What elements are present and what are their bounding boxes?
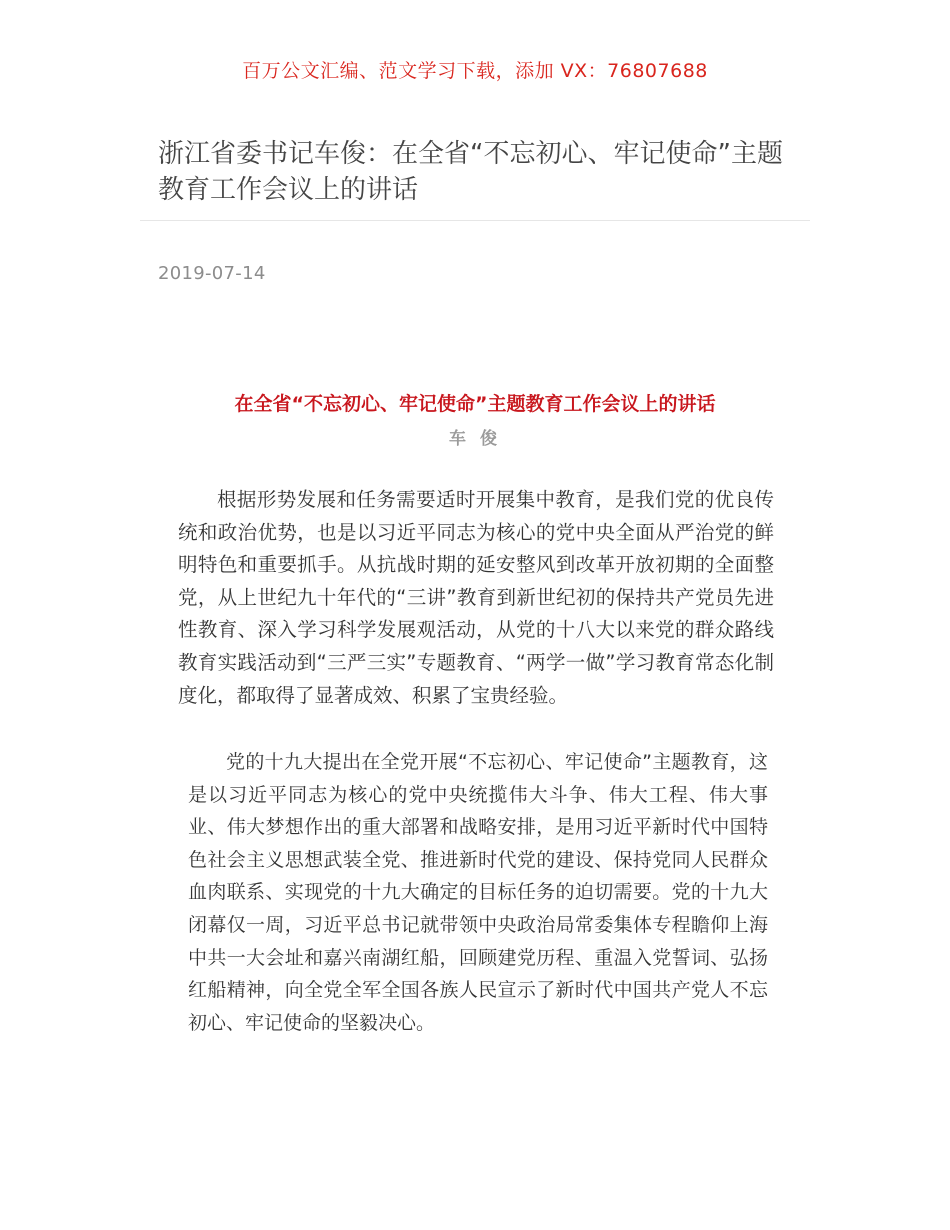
speech-title: 在全省“不忘初心、牢记使命”主题教育工作会议上的讲话 [234,393,716,415]
title-divider [140,220,810,221]
promo-banner: 百万公文汇编、范文学习下载，添加 VX：76807688 [242,60,708,82]
body-paragraph-1: 根据形势发展和任务需要适时开展集中教育，是我们党的优良传统和政治优势，也是以习近平同志为核心的党中央全面从严治党的鲜明特色和重要抓手。从抗战时期的延安整风到改革开放初期的全面整党，从上世纪九十年代的“三讲”教育到新世纪初的保持共产党员先进性教育、深入学习科学发展观活动，从党的十八大以来党的群众路线教育实践活动到“三严三实”专题教育、“两学一做”学习教育常态化制度化，都取得了显著成效、积累了宝贵经验。 [178,488,774,707]
publish-date: 2019-07-14 [158,263,266,284]
speech-author: 车 俊 [449,429,501,449]
article-title: 浙江省委书记车俊：在全省“不忘初心、牢记使命”主题教育工作会议上的讲话 [158,139,783,205]
body-paragraph-2: 党的十九大提出在全党开展“不忘初心、牢记使命”主题教育，这是以习近平同志为核心的党中央统揽伟大斗争、伟大工程、伟大事业、伟大梦想作出的重大部署和战略安排，是用习近平新时代中国特色社会主义思想武装全党、推进新时代党的建设、保持党同人民群众血肉联系、实现党的十九大确定的目标任务的迫切需要。党的十九大闭幕仅一周，习近平总书记就带领中央政治局常委集体专程瞻仰上海中共一大会址和嘉兴南湖红船，回顾建党历程、重温入党誓词、弘扬红船精神，向全党全军全国各族人民宣示了新时代中国共产党人不忘初心、牢记使命的坚毅决心。 [188,751,768,1034]
